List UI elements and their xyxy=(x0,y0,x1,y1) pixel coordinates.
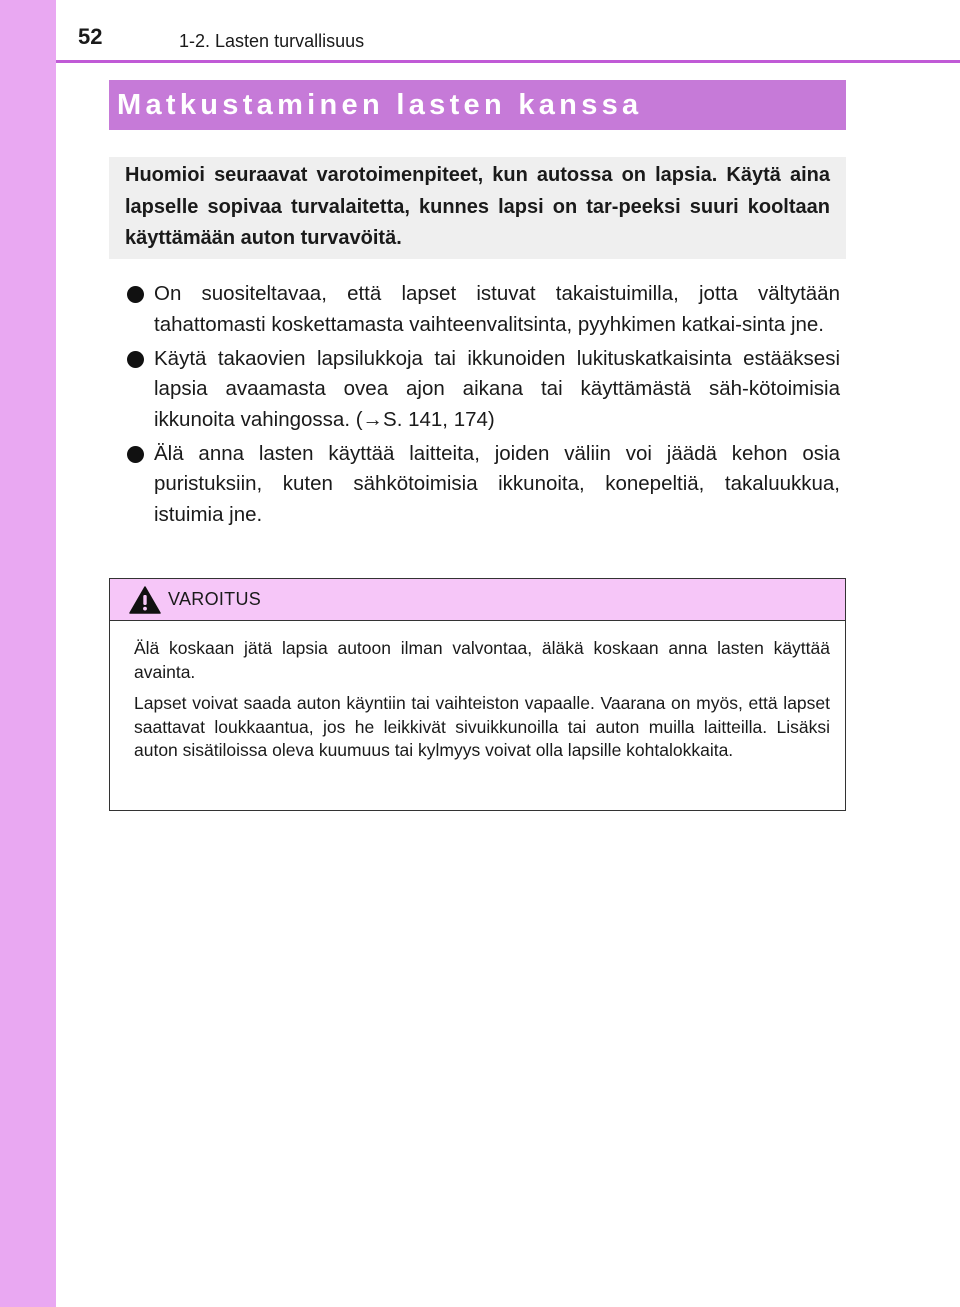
bullet-dot-icon xyxy=(127,446,144,463)
bullet-text: On suositeltavaa, että lapset istuvat takaistuimilla, jotta vältytään tahattomasti koskettamasta vaihteenvalitsinta, pyyhkimen katkai-sinta jne. xyxy=(154,282,840,336)
page-number: 52 xyxy=(78,24,103,49)
bullet-item xyxy=(127,439,840,531)
intro-box xyxy=(109,157,846,259)
warning-label: VAROITUS xyxy=(168,589,262,609)
header-rule xyxy=(56,60,960,63)
bullet-dot-icon xyxy=(127,286,144,303)
intro-text: Huomioi seuraavat varotoimenpiteet, kun autossa on lapsia. Käytä aina lapselle sopivaa turvalaitetta, kunnes lapsi on tar-peeksi suuri kooltaan käyttämään auton turvavöitä. xyxy=(125,164,830,249)
bullet-item xyxy=(127,344,840,436)
side-tab-strip xyxy=(0,0,56,1307)
warning-header xyxy=(110,579,845,621)
bullet-list xyxy=(127,279,840,534)
bullet-text: Käytä takaovien lapsilukkoja tai ikkunoiden lukituskatkaisinta estääksesi lapsia avaamasta ovea ajon aikana tai käyttämästä säh-kötoimisia ikkunoita vahingossa. (→S. 141, 174) xyxy=(154,346,840,431)
warning-paragraph: Älä koskaan jätä lapsia autoon ilman valvontaa, äläkä koskaan anna lasten käyttää avainta. xyxy=(134,638,830,682)
warning-box xyxy=(109,578,846,811)
bullet-text: Älä anna lasten käyttää laitteita, joiden väliin voi jäädä kehon osia puristuksiin, kuten sähkötoimisia ikkunoita, konepeltiä, takaluukkua, istuimia jne. xyxy=(154,441,840,526)
warning-triangle-icon xyxy=(129,586,161,614)
title-bar xyxy=(109,80,846,130)
bullet-item xyxy=(127,279,840,340)
bullet-dot-icon xyxy=(127,351,144,368)
warning-body xyxy=(110,621,845,763)
warning-paragraph: Lapset voivat saada auton käyntiin tai vaihteiston vapaalle. Vaarana on myös, että lapset saattavat loukkaantua, jos he leikkivät sivuikkunoilla tai auton muilla laitteilla. Lisäksi auton sisätiloissa oleva kuumuus tai kylmyys voivat olla lapsille kohtalokkaita. xyxy=(134,693,830,760)
page-title: Matkustaminen lasten kanssa xyxy=(117,88,643,121)
section-heading: 1-2. Lasten turvallisuus xyxy=(179,31,365,51)
